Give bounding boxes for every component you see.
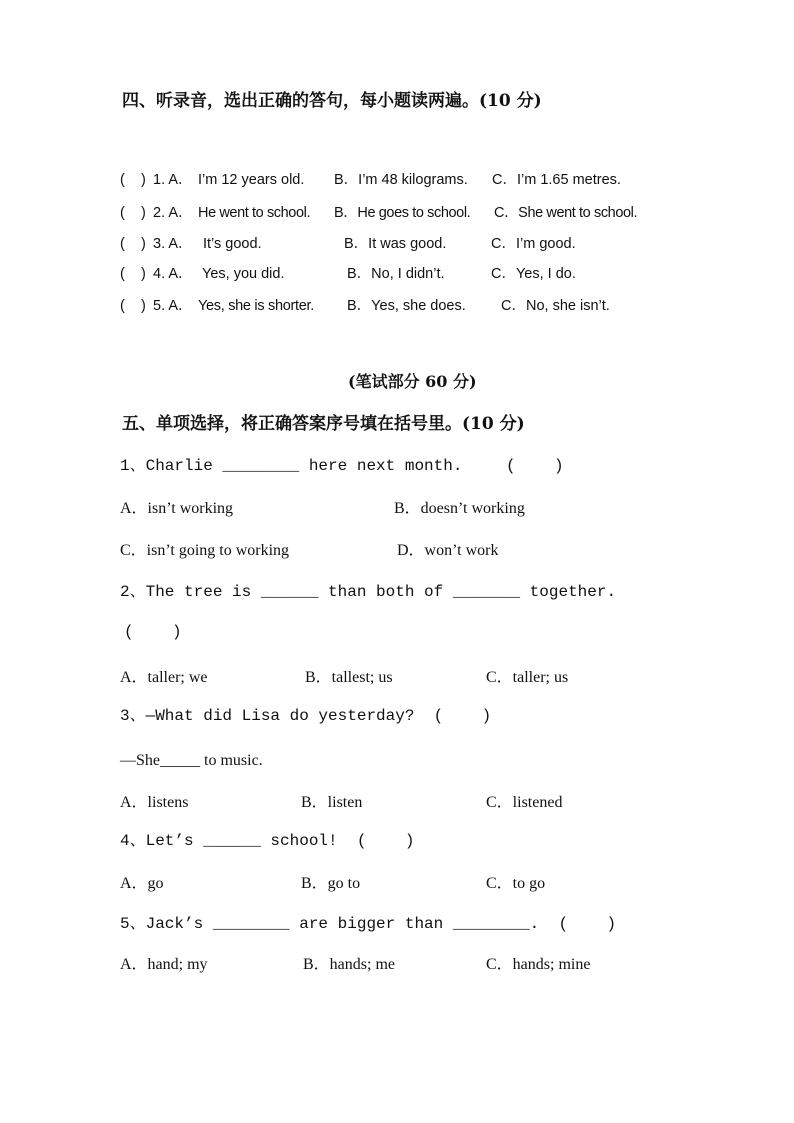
option-b: B．listen <box>301 794 363 811</box>
option-b: B．Yes, she does. <box>347 298 466 314</box>
option-b: B．hands; me <box>303 956 395 973</box>
answer-bracket[interactable]: ( ) <box>120 236 146 252</box>
answer-bracket[interactable]: ( ) <box>506 457 564 475</box>
option-b: B．No, I didn’t. <box>347 266 445 282</box>
option-a: A．taller; we <box>120 669 208 686</box>
option-c: C．I’m 1.65 metres. <box>492 172 621 188</box>
option-a: Yes, you did. <box>202 266 285 282</box>
option-c: C．hands; mine <box>486 956 591 973</box>
answer-bracket[interactable]: ( ) <box>120 266 146 282</box>
option-c: C．to go <box>486 875 546 892</box>
question-stem: 3、—What did Lisa do yesterday? ( ) <box>120 707 492 725</box>
item-number: 4. A． <box>153 266 193 282</box>
option-b: B．He goes to school. <box>334 205 471 221</box>
item-number: 3. A． <box>153 236 193 252</box>
option-a: A．go <box>120 875 164 892</box>
section-4-title: 四、听录音，选出正确的答句，每小题读两遍。(10 分) <box>122 91 542 111</box>
option-b: B．It was good. <box>344 236 447 252</box>
option-b: B．tallest; us <box>305 669 393 686</box>
question-stem: 4、Let’s ______ school! ( ) <box>120 832 415 850</box>
question-stem: 1、Charlie ________ here next month. <box>120 457 463 475</box>
answer-line: —She_____ to music. <box>120 752 263 769</box>
item-number: 5. A． <box>153 298 193 314</box>
answer-bracket[interactable]: ( ) <box>120 172 146 188</box>
section-5-title: 五、单项选择，将正确答案序号填在括号里。(10 分) <box>122 414 525 434</box>
option-a: A．hand; my <box>120 956 208 973</box>
answer-bracket[interactable]: ( ) <box>120 298 146 314</box>
option-a: A．isn’t working <box>120 500 234 517</box>
option-a: He went to school. <box>198 205 311 221</box>
option-c: C．I’m good. <box>491 236 576 252</box>
question-stem: 5、Jack’s ________ are bigger than ________. ( ) <box>120 915 617 933</box>
option-b: B．go to <box>301 875 361 892</box>
option-a: Yes, she is shorter. <box>198 298 314 314</box>
answer-bracket[interactable]: ( ) <box>124 623 182 641</box>
option-d: D．won’t work <box>397 542 499 559</box>
item-number: 1. A． <box>153 172 193 188</box>
question-stem: 2、The tree is ______ than both of _______ together. <box>120 583 617 601</box>
option-c: C．She went to school. <box>494 205 638 221</box>
answer-bracket[interactable]: ( ) <box>120 205 146 221</box>
option-a: I’m 12 years old. <box>198 172 305 188</box>
option-b: B．doesn’t working <box>394 500 525 517</box>
option-c: C．No, she isn’t. <box>501 298 610 314</box>
item-number: 2. A． <box>153 205 193 221</box>
option-c: C．listened <box>486 794 563 811</box>
option-a: It’s good. <box>203 236 262 252</box>
option-c: C．Yes, I do. <box>491 266 576 282</box>
option-c: C．isn’t going to working <box>120 542 290 559</box>
option-b: B．I’m 48 kilograms. <box>334 172 468 188</box>
written-part-title: (笔试部分 60 分) <box>348 372 477 391</box>
option-c: C．taller; us <box>486 669 569 686</box>
option-a: A．listens <box>120 794 189 811</box>
